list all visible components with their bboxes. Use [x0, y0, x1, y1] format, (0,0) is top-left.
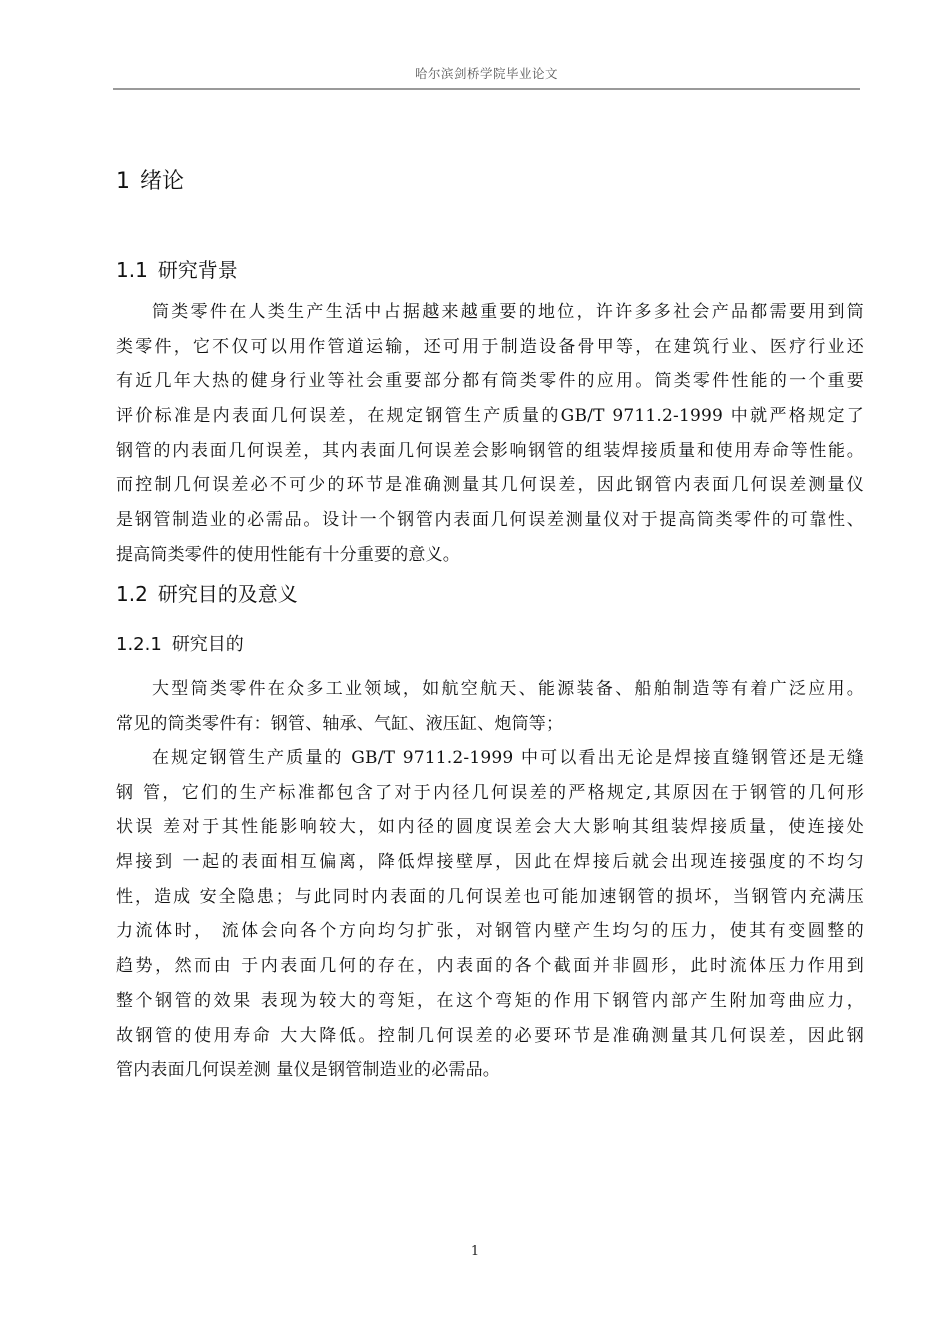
text-line: 而控制几何误差必不可少的环节是准确测量其几何误差，因此钢管内表面几何误差测量仪 — [116, 475, 864, 496]
text-line: 评价标准是内表面几何误差，在规定钢管生产质量的GB/T 9711.2-1999 中就严格规定了 — [116, 406, 864, 427]
text-line: 常见的筒类零件有：钢管、轴承、气缸、液压缸、炮筒等； — [116, 713, 564, 734]
text-line: 趋势，然而由 于内表面几何的存在，内表面的各个截面并非圆形，此时流体压力作用到 — [116, 956, 864, 977]
subsection-heading-1-2-1 — [116, 630, 244, 656]
text-line: 筒类零件在人类生产生活中占据越来越重要的地位，许许多多社会产品都需要用到筒 — [152, 302, 864, 322]
section-number: 1.1 — [116, 258, 148, 282]
text-line: 力流体时， 流体会向各个方向均匀扩张，对钢管内壁产生均匀的压力，使其有变圆整的 — [116, 921, 864, 942]
page-number: 1 — [470, 1244, 480, 1259]
chapter-title: 绪论 — [140, 169, 185, 194]
text-line: 管内表面几何误差测 量仪是钢管制造业的必需品。 — [116, 1060, 501, 1081]
section-title: 研究背景 — [157, 258, 238, 282]
text-line: 在规定钢管生产质量的 GB/T 9711.2-1999 中可以看出无论是焊接直缝钢管还是无缝 — [152, 748, 864, 768]
text-line: 状误 差对于其性能影响较大，如内径的圆度误差会大大影响其组装焊接质量，使连接处 — [116, 817, 864, 838]
section-heading-1-1 — [116, 254, 238, 283]
section-heading-1-2 — [116, 578, 298, 607]
chapter-heading — [116, 164, 184, 195]
text-line: 故钢管的使用寿命 大大降低。控制几何误差的必要环节是准确测量其几何误差，因此钢 — [116, 1025, 864, 1046]
section-title: 研究目的及意义 — [157, 582, 298, 606]
text-line: 类零件，它不仅可以用作管道运输，还可用于制造设备骨甲等，在建筑行业、医疗行业还 — [116, 336, 864, 357]
header-rule — [113, 88, 860, 90]
section-number: 1.2 — [116, 582, 148, 606]
running-header: 哈尔滨剑桥学院毕业论文 — [414, 66, 558, 81]
paragraph-research-background — [116, 295, 864, 573]
text-line: 是钢管制造业的必需品。设计一个钢管内表面几何误差测量仪对于提高筒类零件的可靠性、 — [116, 510, 864, 531]
text-line: 焊接到 一起的表面相互偏离，降低焊接壁厚，因此在焊接后就会出现连接强度的不均匀 — [116, 852, 864, 873]
text-line: 提高筒类零件的使用性能有十分重要的意义。 — [116, 544, 460, 565]
text-line: 钢 管，它们的生产标准都包含了对于内径几何误差的严格规定,其原因在于钢管的几何形 — [116, 782, 864, 803]
subsection-title: 研究目的 — [171, 634, 244, 655]
text-line: 有近几年大热的健身行业等社会重要部分都有筒类零件的应用。筒类零件性能的一个重要 — [116, 371, 864, 392]
text-line: 钢管的内表面几何误差，其内表面几何误差会影响钢管的组装焊接质量和使用寿命等性能。 — [116, 440, 864, 461]
text-line: 性，造成 安全隐患；与此同时内表面的几何误差也可能加速钢管的损坏，当钢管内充满压 — [116, 886, 864, 907]
subsection-number: 1.2.1 — [116, 634, 162, 655]
text-line: 大型筒类零件在众多工业领域，如航空航天、能源装备、船舶制造等有着广泛应用。 — [152, 679, 864, 699]
chapter-number: 1 — [116, 169, 130, 194]
paragraph-research-purpose-1 — [116, 672, 864, 741]
paragraph-research-purpose-2 — [116, 741, 864, 1088]
text-line: 整个钢管的效果 表现为较大的弯矩，在这个弯矩的作用下钢管内部产生附加弯曲应力， — [116, 990, 864, 1011]
